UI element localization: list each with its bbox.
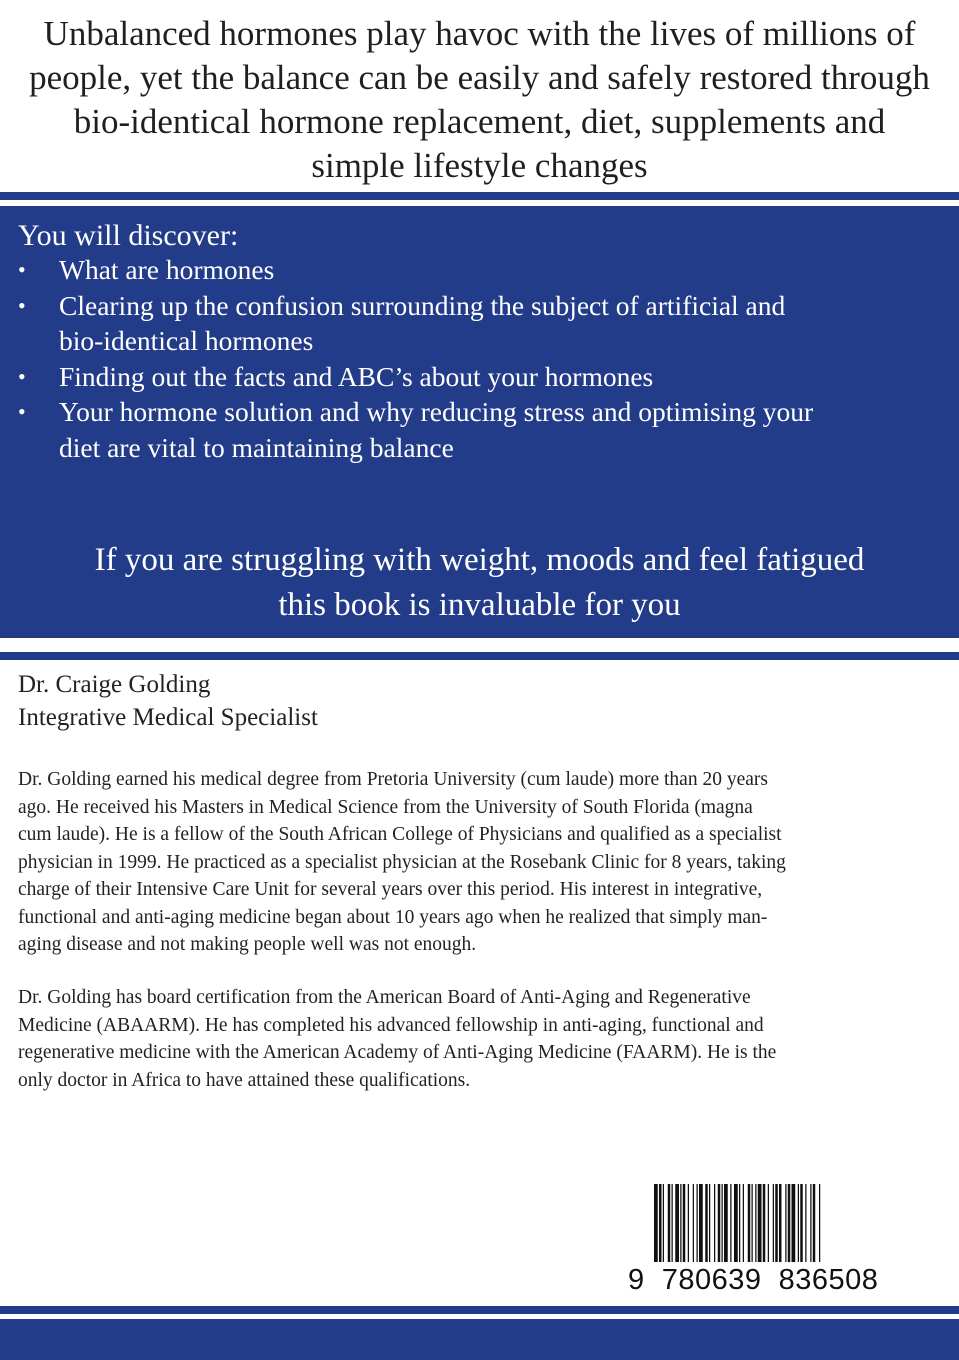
bio-line: only doctor in Africa to have attained these qualifications. [18, 1069, 471, 1091]
list-item-text: Finding out the facts and ABC’s about your hormones [59, 360, 654, 392]
struggle-callout [0, 538, 959, 628]
bio-line: Dr. Golding has board certification from the American Board of Anti-Aging and Regenerative [18, 987, 751, 1008]
struggle-line: If you are struggling with weight, moods and feel fatigued [94, 542, 865, 578]
bullet-icon: • [18, 257, 26, 282]
author-name: Dr. Craige Golding [18, 671, 211, 698]
discover-list [18, 252, 918, 465]
bio-line: Dr. Golding earned his medical degree from Pretoria University (cum laude) more than 20 years [18, 769, 768, 790]
bullet-icon: • [18, 363, 26, 389]
bio-line: physician in 1999. He practiced as a specialist physician at the Rosebank Clinic for 8 years, taking [18, 851, 786, 873]
list-item-text: bio-identical hormones [59, 325, 314, 356]
bio-line: Medicine (ABAARM). He has completed his advanced fellowship in anti-aging, functional and [18, 1014, 764, 1036]
footer-stripe-line [0, 1314, 959, 1319]
tagline-line: people, yet the balance can be easily and safely restored through [29, 58, 930, 97]
tagline-line: bio-identical hormone replacement, diet, supplements and [73, 102, 886, 141]
tagline-line: Unbalanced hormones play havoc with the lives of millions of [43, 14, 916, 53]
discover-heading: You will discover: [18, 219, 239, 252]
bio-paragraph-1 [18, 766, 908, 959]
barcode [628, 1176, 945, 1302]
barcode-number: 9 780639 836508 [628, 1262, 945, 1298]
list-item [18, 252, 918, 288]
bio-line: regenerative medicine with the American Academy of Anti-Aging Medicine (FAARM). He is the [18, 1042, 777, 1063]
bottom-divider-stripe [0, 652, 959, 660]
bio-paragraph-2 [18, 984, 908, 1094]
author-title: Integrative Medical Specialist [18, 704, 318, 731]
tagline [0, 12, 959, 188]
bio-line: charge of their Intensive Care Unit for several years over this period. His interest in integrative, [18, 879, 763, 900]
bullet-icon: • [18, 399, 26, 424]
bio-line: cum laude). He is a fellow of the South African College of Physicians and qualified as a specialist [18, 824, 782, 845]
struggle-line: this book is invaluable for you [278, 587, 681, 623]
bio-line: aging disease and not making people well was not enough. [18, 934, 477, 955]
bio-line: ago. He received his Masters in Medical Science from the University of South Florida (magna [18, 796, 753, 818]
list-item [18, 288, 918, 359]
list-item-text: What are hormones [59, 254, 275, 285]
list-item-text: Your hormone solution and why reducing stress and optimising your [59, 396, 814, 427]
bio-line: functional and anti-aging medicine began about 10 years ago when he realized that simply man- [18, 906, 768, 928]
list-item [18, 394, 918, 465]
list-item [18, 359, 918, 395]
footer-stripe [0, 1306, 959, 1360]
bullet-icon: • [18, 292, 26, 318]
tagline-line: simple lifestyle changes [311, 146, 648, 185]
list-item-text: diet are vital to maintaining balance [59, 431, 454, 463]
top-divider-stripe [0, 192, 959, 200]
list-item-text: Clearing up the confusion surrounding the subject of artificial and [59, 289, 786, 321]
discover-panel [0, 206, 959, 638]
author-block [18, 668, 318, 734]
